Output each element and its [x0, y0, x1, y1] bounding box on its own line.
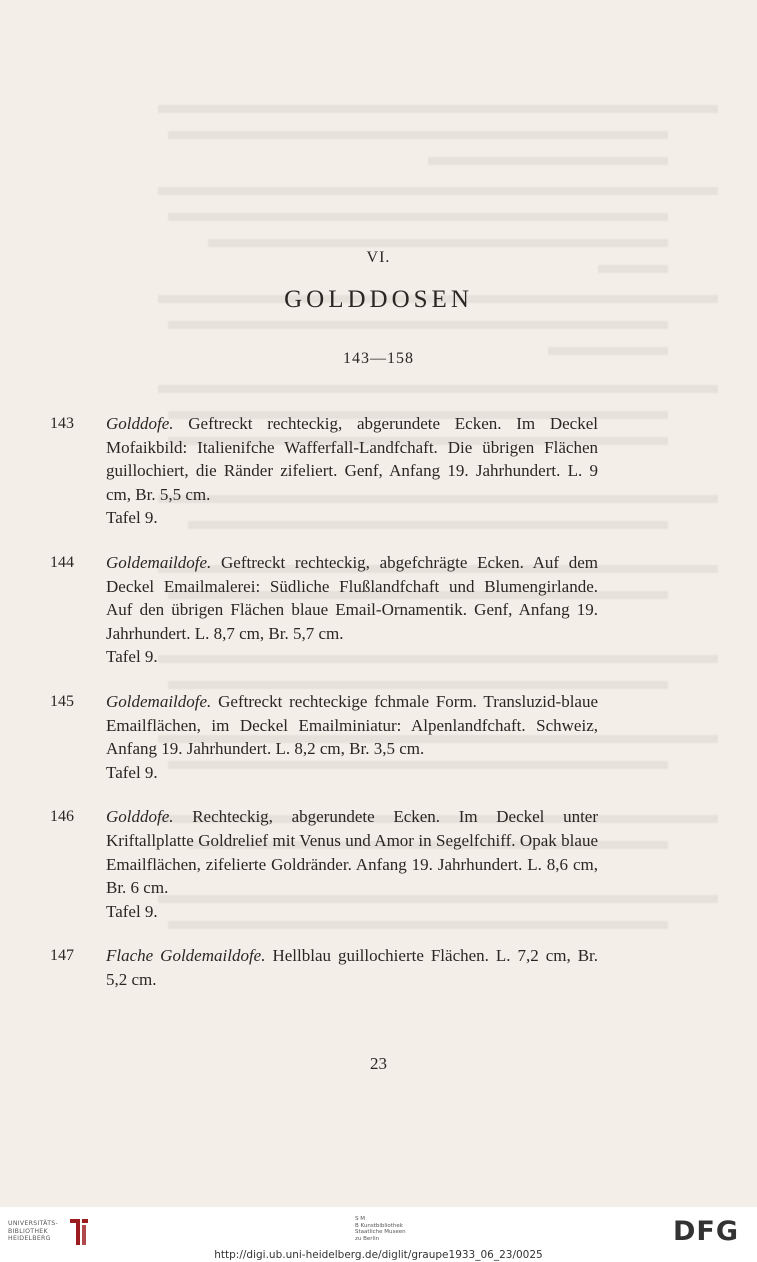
entry-description: Geftreckt rechteckige fchmale Form. Transluzid-blaue Emailflächen, im Deckel Emailminiatur: Alpenlandfchaft. Schweiz, Anfang 19. Jahrhundert. L. 8,2 cm, Br. 3,5 cm.: [106, 691, 599, 759]
heidelberg-library-logo-icon: [68, 1215, 90, 1247]
catalog-range: 143—158: [343, 350, 414, 367]
entry-title: Flache Goldemaildofe.: [106, 946, 266, 966]
museum-credit: S M B Kunstbibliothek Staatliche Museen zu Berlin: [355, 1216, 406, 1242]
catalog-entry-143: [50, 412, 598, 530]
catalog-entries: [50, 412, 598, 1012]
entry-description: Rechteckig, abgerundete Ecken. Im Deckel unter Kriftallplatte Goldrelief mit Venus und Amor in Segelfchiff. Opak blaue Emailflächen, zifelierte Goldränder. Anfang 19. Jahrhundert. L. 8,6 cm, Br. 6 cm.: [106, 807, 598, 898]
catalog-entry-146: [50, 805, 598, 923]
entry-title: Goldemaildofe.: [106, 691, 212, 711]
catalog-entry-145: [50, 690, 598, 784]
library-name: UNIVERSITÄTS- BIBLIOTHEK HEIDELBERG: [8, 1220, 59, 1242]
entry-number: 145: [50, 692, 74, 710]
chapter-number: VI.: [366, 249, 391, 266]
entry-description: Hellblau guillochierte Flächen. L. 7,2 cm, Br. 5,2 cm.: [106, 946, 599, 989]
entry-number: 146: [50, 808, 74, 826]
entry-plate-reference: Tafel 9.: [106, 762, 158, 782]
dfg-logo: DFG: [673, 1216, 740, 1247]
entry-description: Geftreckt rechteckig, abgefchrägte Ecken. Auf dem Deckel Emailmalerei: Südliche Flußlandfchaft und Blumengirlande. Auf den übrigen Flächen blaue Email-Ornamentik. Genf, Anfang 19. Jahrhundert. L. 8,7 cm, Br. 5,7 cm.: [106, 552, 598, 643]
entry-plate-reference: Tafel 9.: [106, 647, 158, 667]
entry-plate-reference: Tafel 9.: [106, 901, 158, 921]
catalog-entry-144: [50, 551, 598, 669]
entry-description: Geftreckt rechteckig, abgerundete Ecken. Im Deckel Mofaikbild: Italienifche Wafferfall-Landfchaft. Die übrigen Flächen guillochiert, die Ränder zifeliert. Genf, Anfang 19. Jahrhundert. L. 9 cm, Br. 5,5 cm.: [106, 414, 598, 504]
digitization-footer: [0, 1207, 757, 1262]
entry-title: Golddofe.: [106, 807, 174, 827]
entry-plate-reference: Tafel 9.: [106, 508, 158, 528]
page-number: 23: [370, 1054, 387, 1073]
entry-number: 143: [50, 415, 74, 432]
chapter-title: GOLDDOSEN: [284, 286, 473, 313]
entry-title: Goldemaildofe.: [106, 552, 212, 572]
catalog-entry-147: [50, 944, 598, 991]
source-url-link[interactable]: http://digi.ub.uni-heidelberg.de/diglit/graupe1933_06_23/0025: [214, 1249, 543, 1261]
entry-title: Golddofe.: [106, 414, 174, 433]
entry-number: 144: [50, 553, 74, 571]
entry-number: 147: [50, 947, 74, 965]
